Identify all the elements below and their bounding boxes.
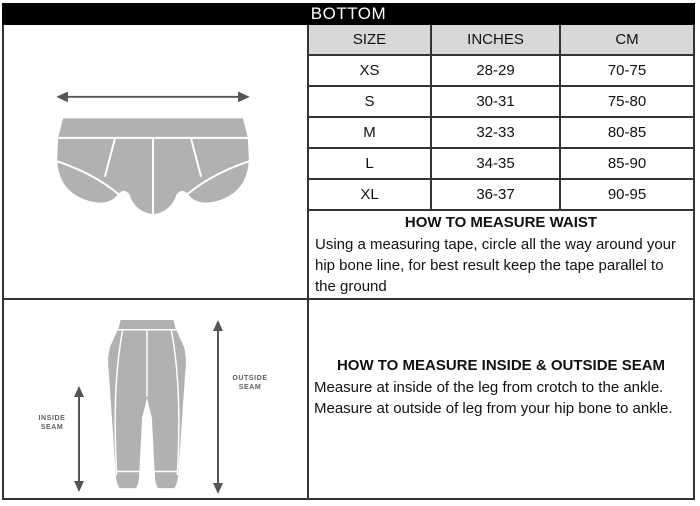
- joggers-panel: [4, 300, 309, 498]
- table-row: [309, 56, 693, 87]
- briefs-shape: [57, 118, 249, 214]
- table-row: [309, 118, 693, 149]
- seam-instructions-body: Measure at inside of the leg from crotch to the ankle. Measure at outside of leg from your hip bone to ankle.: [314, 379, 673, 417]
- size-cell: XL: [309, 180, 432, 209]
- inches-cell: 36-37: [432, 180, 561, 209]
- header-cm: CM: [561, 25, 693, 54]
- outside-seam-arrow-icon: [212, 320, 224, 494]
- waist-width-arrow-icon: [56, 91, 250, 102]
- header-inches: INCHES: [432, 25, 561, 54]
- table-header-row: [309, 25, 693, 56]
- briefs-panel: [4, 25, 309, 298]
- cm-cell: 90-95: [607, 186, 647, 203]
- chart-content: [2, 25, 695, 500]
- table-row: [309, 149, 693, 180]
- size-cell: M: [309, 118, 432, 147]
- cm-cell: 80-85: [607, 124, 647, 141]
- seam-instructions: [309, 300, 693, 498]
- table-row: [309, 87, 693, 118]
- inside-seam-arrow-icon: [73, 386, 85, 492]
- joggers-illustration: [103, 318, 191, 494]
- inches-cell: 32-33: [432, 118, 561, 147]
- size-chart: [2, 3, 695, 500]
- cm-cell: 70-75: [607, 62, 647, 79]
- briefs-illustration: [55, 89, 251, 220]
- header-size: SIZE: [309, 25, 432, 54]
- inches-cell: 34-35: [432, 149, 561, 178]
- waist-instructions: [309, 211, 693, 298]
- size-cell: XS: [309, 56, 432, 85]
- cm-cell: 85-90: [607, 155, 647, 172]
- outside-seam-label: OUTSIDE SEAM: [232, 375, 268, 391]
- size-table: [309, 25, 693, 298]
- waist-section: [4, 25, 693, 298]
- cm-cell: 75-80: [607, 93, 647, 110]
- table-row: [309, 180, 693, 211]
- seam-instructions-heading: HOW TO MEASURE INSIDE & OUTSIDE SEAM: [336, 357, 666, 374]
- title-bar: [2, 3, 695, 25]
- waist-instructions-heading: HOW TO MEASURE WAIST: [404, 214, 598, 231]
- page-title: BOTTOM: [310, 4, 387, 23]
- size-cell: S: [309, 87, 432, 116]
- inches-cell: 28-29: [432, 56, 561, 85]
- inches-cell: 30-31: [432, 87, 561, 116]
- inside-seam-label: INSIDE SEAM: [38, 415, 66, 431]
- seam-section: [4, 298, 693, 498]
- size-cell: L: [309, 149, 432, 178]
- waist-instructions-body: Using a measuring tape, circle all the way around your hip bone line, for best result keep the tape parallel to the ground: [315, 236, 677, 295]
